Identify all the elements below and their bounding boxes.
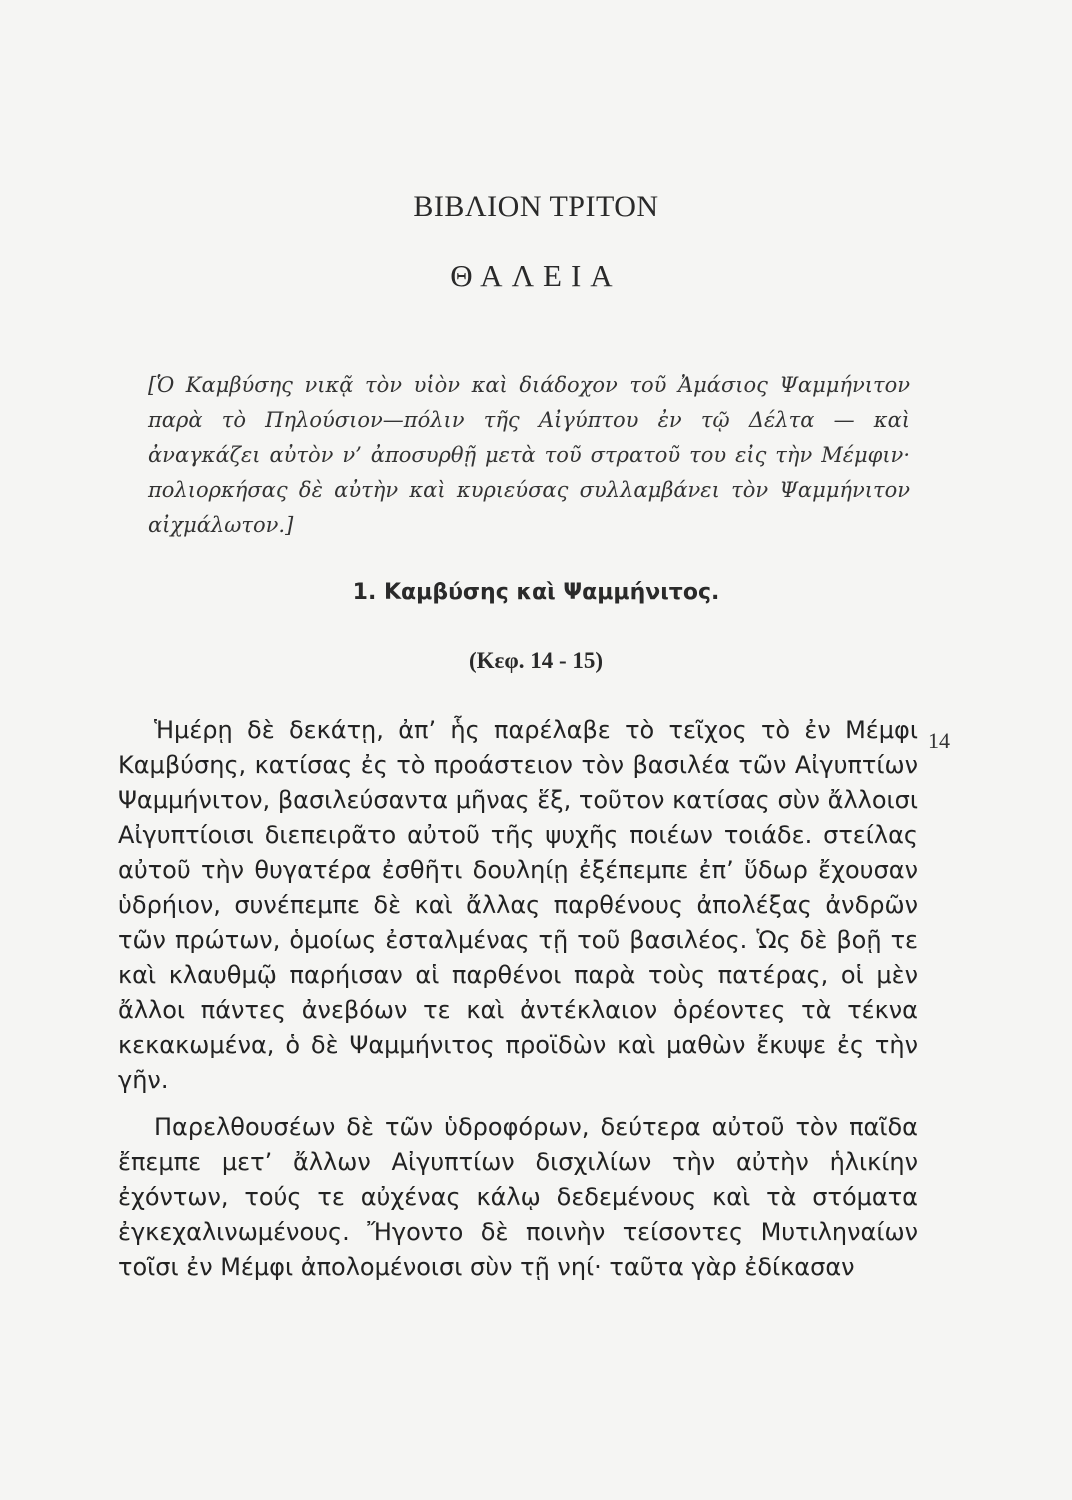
chapter-reference: (Κεφ. 14 - 15) — [468, 648, 604, 673]
paragraph: Ἡμέρῃ δὲ δεκάτῃ, ἀπ’ ἧς παρέλαβε τὸ τεῖχος τὸ ἐν Μέμφι Καμβύσης, κατίσας ἐς τὸ προάστειον τὸν βασιλέα τῶν Αἰγυπτίων Ψαμμήνιτον, βασιλεύσαντα μῆνας ἕξ, τοῦτον κατίσας σὺν ἄλλοισι Αἰγυπτίοισι διεπειρᾶτο αὐτοῦ τῆς ψυχῆς ποιέων τοιάδε. στείλας αὐτοῦ τὴν θυγατέρα ἐσθῆτι δουληίῃ ἐξέπεμπε ἐπ’ ὕδωρ ἔχουσαν ὑδρήιον, συνέπεμπε δὲ καὶ ἄλλας παρθένους ἀπολέξας ἀνδρῶν τῶν πρώτων, ὁμοίως ἐσταλμένας τῇ τοῦ βασιλέος. Ὡς δὲ βοῇ τε καὶ κλαυθμῷ παρήισαν αἱ παρθένοι παρὰ τοὺς πατέρας, οἱ μὲν ἄλλοι πάντες ἀνεβόων τε καὶ ἀντέκλαιον ὁρέοντες τὰ τέκνα κεκακωμένα, ὁ δὲ Ψαμμήνιτος προϊδὼν καὶ μαθὼν ἔκυψε ἐς τὴν γῆν. — [118, 716, 918, 1094]
main-text — [118, 713, 918, 1297]
chapter-summary: [Ὁ Καμβύσης νικᾷ τὸν υἱὸν καὶ διάδοχον τοῦ Ἀμάσιος Ψαμμήνιτον παρὰ τὸ Πηλούσιον—πόλιν τῆς Αἰγύπτου ἐν τῷ Δέλτα — καὶ ἀναγκάζει αὐτὸν ν’ ἀποσυρθῇ μετὰ τοῦ στρατοῦ του εἰς τὴν Μέμφιν· πολιορκήσας δὲ αὐτὴν καὶ κυριεύσας συλλαμβάνει τὸν Ψαμμήνιτον αἰχμάλωτον.] — [148, 373, 910, 537]
section-title: 1. Καμβύσης καὶ Ψαμμήνιτος. — [352, 580, 720, 605]
book-subtitle: ΘΑΛΕΙΑ — [450, 258, 622, 293]
paragraph: Παρελθουσέων δὲ τῶν ὑδροφόρων, δεύτερα αὐτοῦ τὸν παῖδα ἔπεμπε μετ’ ἄλλων Αἰγυπτίων δισχιλίων τὴν αὐτὴν ἡλικίην ἐχόντων, τούς τε αὐχένας κάλῳ δεδεμένους καὶ τὰ στόματα ἐγκεχαλινωμένους. Ἤγοντο δὲ ποινὴν τείσοντες Μυτιληναίων τοῖσι ἐν Μέμφι ἀπολομένοισι σὺν τῇ νηί· ταῦτα γὰρ ἐδίκασαν — [118, 1113, 918, 1281]
book-title: ΒΙΒΛΙΟΝ ΤΡΙΤΟΝ — [413, 190, 659, 223]
margin-chapter-number: 14 — [928, 728, 950, 753]
